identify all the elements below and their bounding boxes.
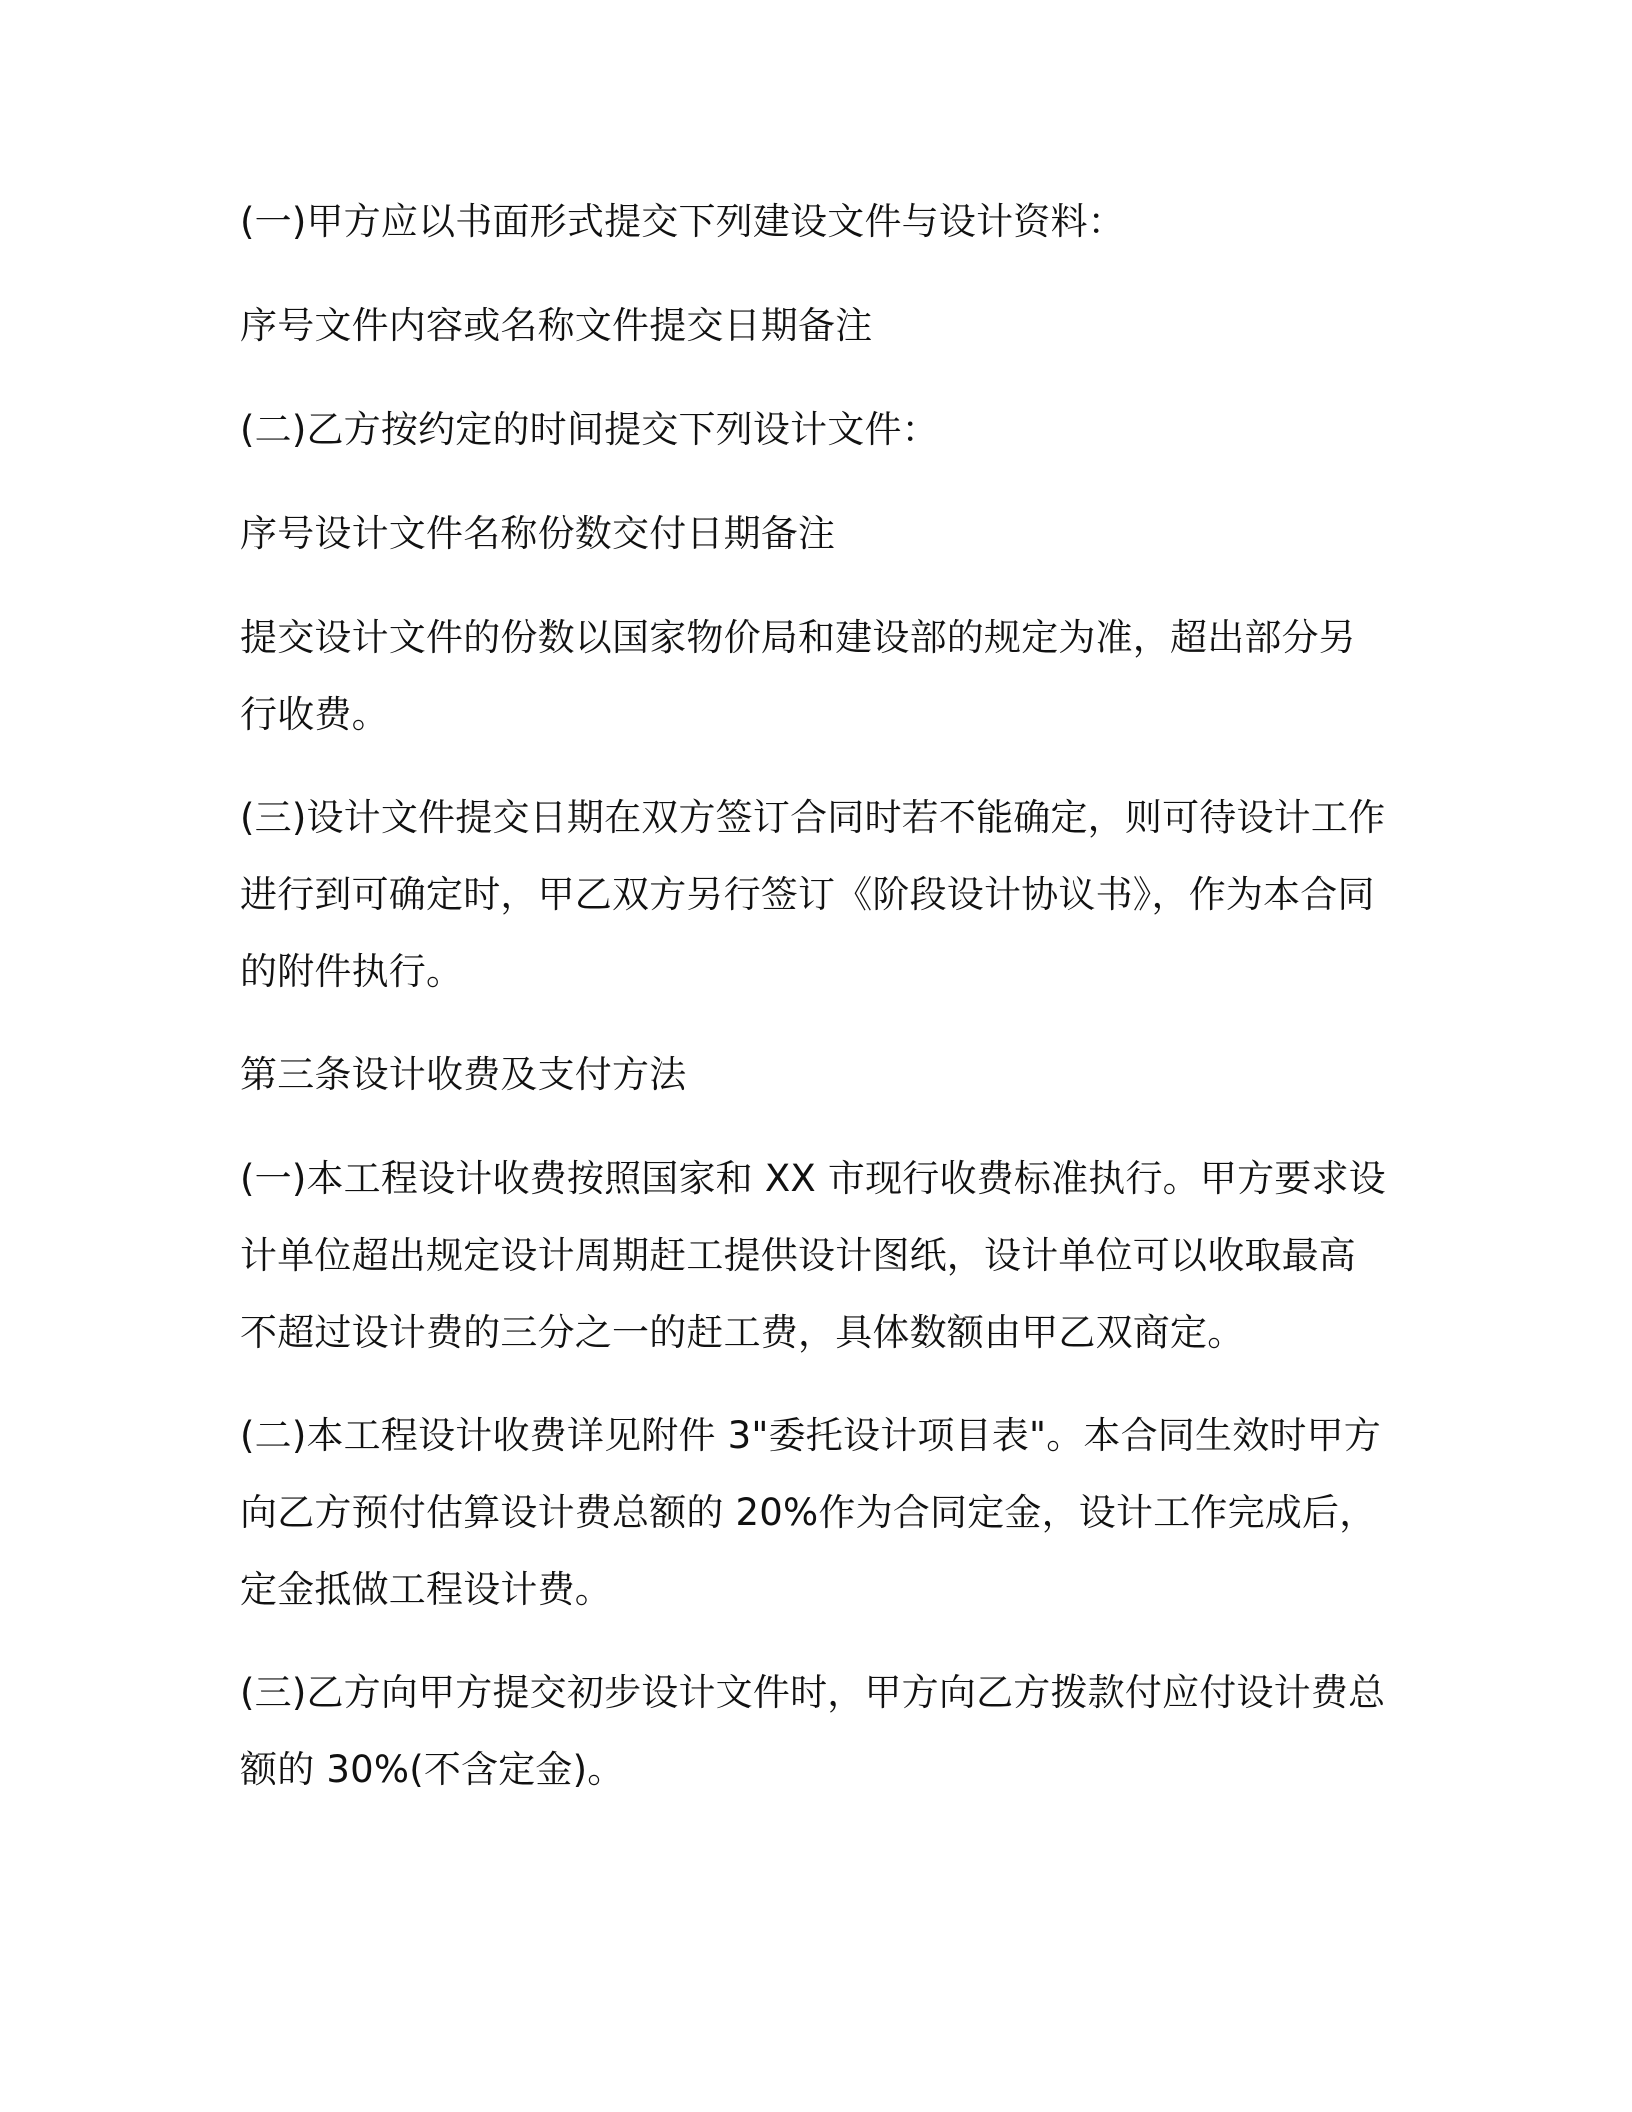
paragraph-fee-standard: (一)本工程设计收费按照国家和 XX 市现行收费标准执行。甲方要求设计单位超出规定设计周期赶工提供设计图纸，设计单位可以收取最高不超过设计费的三分之一的赶工费，具体数额由甲乙双商定。 <box>240 1157 1386 1354</box>
paragraph-fee-details: (二)本工程设计收费详见附件 3"委托设计项目表"。本合同生效时甲方向乙方预付估算设计费总额的 20%作为合同定金，设计工作完成后，定金抵做工程设计费。 <box>240 1414 1382 1611</box>
paragraph-client-documents: (一)甲方应以书面形式提交下列建设文件与设计资料： <box>240 200 1125 243</box>
paragraph-submission-date: (三)设计文件提交日期在双方签订合同时若不能确定，则可待设计工作进行到可确定时，甲乙双方另行签订《阶段设计协议书》，作为本合同的附件执行。 <box>240 796 1386 993</box>
table-header-client-documents: 序号文件内容或名称文件提交日期备注 <box>240 304 873 347</box>
paragraph-preliminary-payment: (三)乙方向甲方提交初步设计文件时，甲方向乙方拨款付应付设计费总额的 30%(不含定金)。 <box>240 1671 1386 1791</box>
paragraph-contractor-documents: (二)乙方按约定的时间提交下列设计文件： <box>240 408 939 451</box>
table-header-design-documents: 序号设计文件名称份数交付日期备注 <box>240 512 836 555</box>
paragraph-copies-rule: 提交设计文件的份数以国家物价局和建设部的规定为准，超出部分另行收费。 <box>240 616 1356 736</box>
document-body <box>240 183 1390 1834</box>
section-heading-fees: 第三条设计收费及支付方法 <box>240 1053 687 1096</box>
